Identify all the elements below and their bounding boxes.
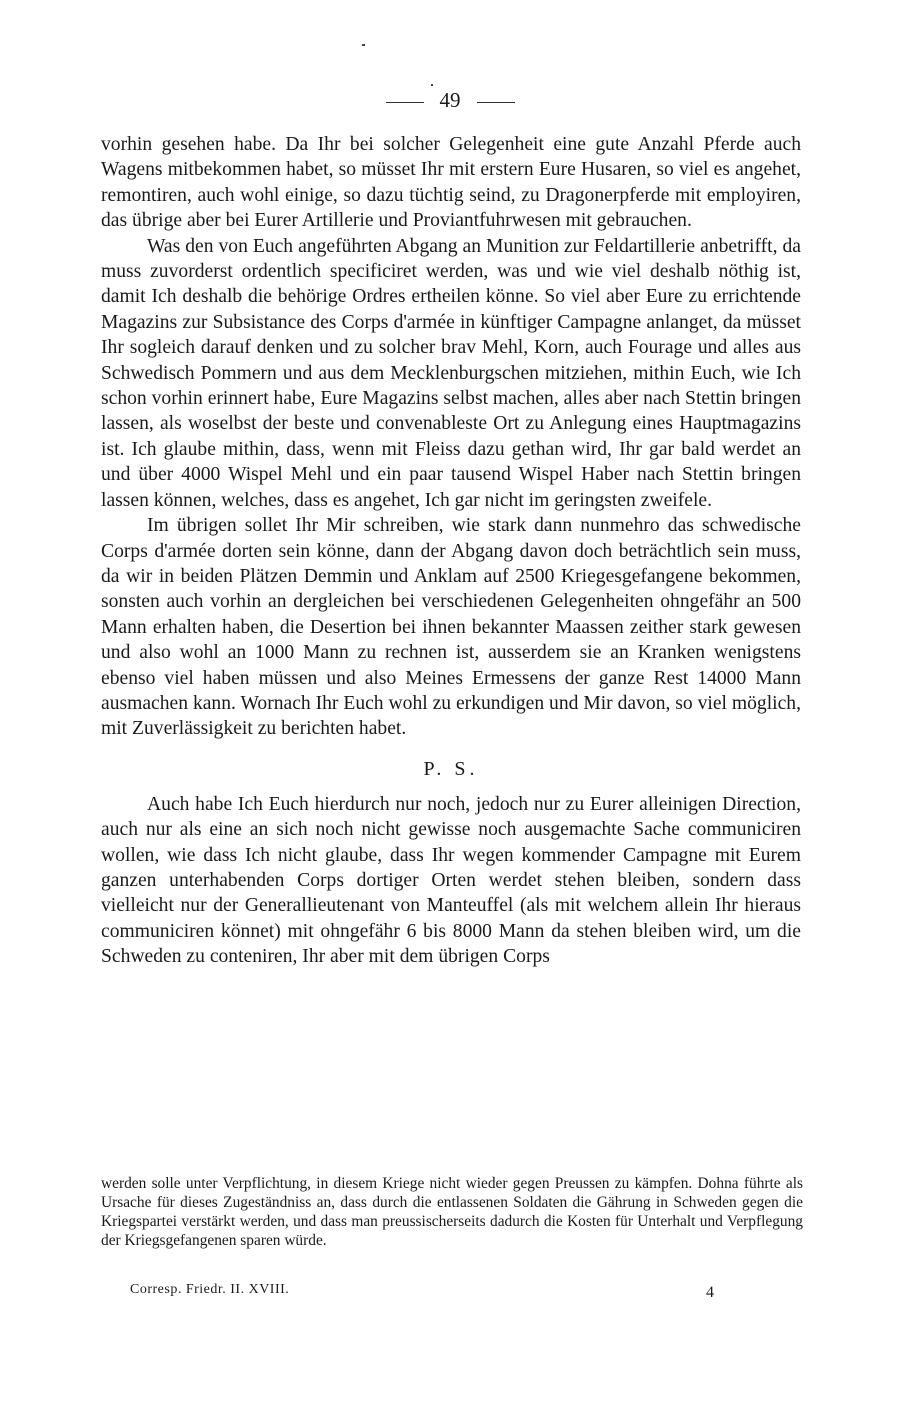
- print-speck: [362, 44, 365, 46]
- page-header: [0, 86, 900, 114]
- page-number: 49: [439, 88, 461, 112]
- ps-heading: P. S.: [423, 757, 479, 780]
- paragraph-2: Was den von Euch angeführten Abgang an Munition zur Feldartillerie anbetrifft, da muss zuvorderst ordentlich specificiret werden, was und wie viel deshalb nöthig ist, damit Ich deshalb die behörige Ordres ertheilen könne. So viel aber Eure zu errichtende Magazins zur Subsistance des Corps d'armée in künftiger Campagne anlanget, da müsset Ihr sogleich darauf denken und zu solcher brav Mehl, Korn, auch Fourage und alles aus Schwedisch Pommern und aus dem Mecklenburgschen mitziehen, mithin Euch, wie Ich schon vorhin erinnert habe, Eure Magazins selbst machen, alles aber nach Stettin bringen lassen, als woselbst der beste und convenableste Ort zu Anlegung eines Hauptmagazins ist. Ich glaube mithin, dass, wenn mit Fleiss dazu gethan wird, Ihr gar bald werdet an und über 4000 Wispel Mehl und ein paar tausend Wispel Haber nach Stettin bringen lassen können, welches, dass es angehet, Ich gar nicht im geringsten zweifele.: [101, 235, 801, 511]
- main-text: [101, 132, 801, 970]
- footnote-text: werden solle unter Verpflichtung, in diesem Kriege nicht wieder gegen Preussen zu kämpfen. Dohna führte als Ursache für dieses Zugeständniss an, dass durch die entlassenen Soldaten die Gährung in Schweden gegen die Kriegspartei verstärkt werden, und dass man preussischerseits dadurch die Kosten für Unterhalt und Verpflegung der Kriegsgefangenen sparen würde.: [101, 1175, 803, 1249]
- ps-paragraph: Auch habe Ich Euch hierdurch nur noch, jedoch nur zu Eurer alleinigen Direction, auch nur als eine an sich noch nicht gewisse noch ausgemachte Sache communiciren wollen, wie dass Ich nicht glaube, dass Ihr wegen kommender Campagne mit Eurem ganzen unterhabenden Corps dortiger Orten werdet stehen bleiben, sondern dass vielleicht nur der Generallieutenant von Manteuffel (als mit welchem allein Ihr hieraus communiciren könnet) mit ohngefähr 6 bis 8000 Mann da stehen bleiben wird, um die Schweden zu conteniren, Ihr aber mit dem übrigen Corps: [101, 793, 801, 968]
- signature-source: Corresp. Friedr. II. XVIII.: [130, 1282, 290, 1297]
- header-rule-left: [386, 102, 424, 103]
- paragraph-3: Im übrigen sollet Ihr Mir schreiben, wie stark dann nunmehro das schwedische Corps d'armée dorten sein könne, dann der Abgang davon doch beträchtlich sein muss, da wir in beiden Plätzen Demmin und Anklam auf 2500 Kriegesgefangene bekommen, sonsten auch vorhin an dergleichen bei verschiedenen Gelegenheiten ohngefähr an 500 Mann erhalten haben, die Desertion bei ihnen bekannter Maassen zeither stark gewesen und also wohl an 1000 Mann zu rechnen ist, ausserdem sie an Kranken wenigstens ebenso viel haben müssen und also Meines Ermessens der ganze Rest 14000 Mann ausmachen kann. Wornach Ihr Euch wohl zu erkundigen und Mir davon, so viel möglich, mit Zuverlässigkeit zu berichten habet.: [101, 515, 801, 740]
- signature-sheet-number: 4: [706, 1284, 714, 1301]
- header-rule-right: [477, 102, 515, 103]
- footnote: [101, 1174, 803, 1250]
- paragraph-1: vorhin gesehen habe. Da Ihr bei solcher Gelegenheit eine gute Anzahl Pferde auch Wagens mitbekommen habet, so müsset Ihr mit erstern Eure Husaren, so viel es angehet, remontiren, auch wohl einige, so dazu tüchtig seind, zu Dragonerpferde mit employiren, das übrige aber bei Eurer Artillerie und Proviantfuhrwesen mit gebrauchen.: [101, 134, 801, 232]
